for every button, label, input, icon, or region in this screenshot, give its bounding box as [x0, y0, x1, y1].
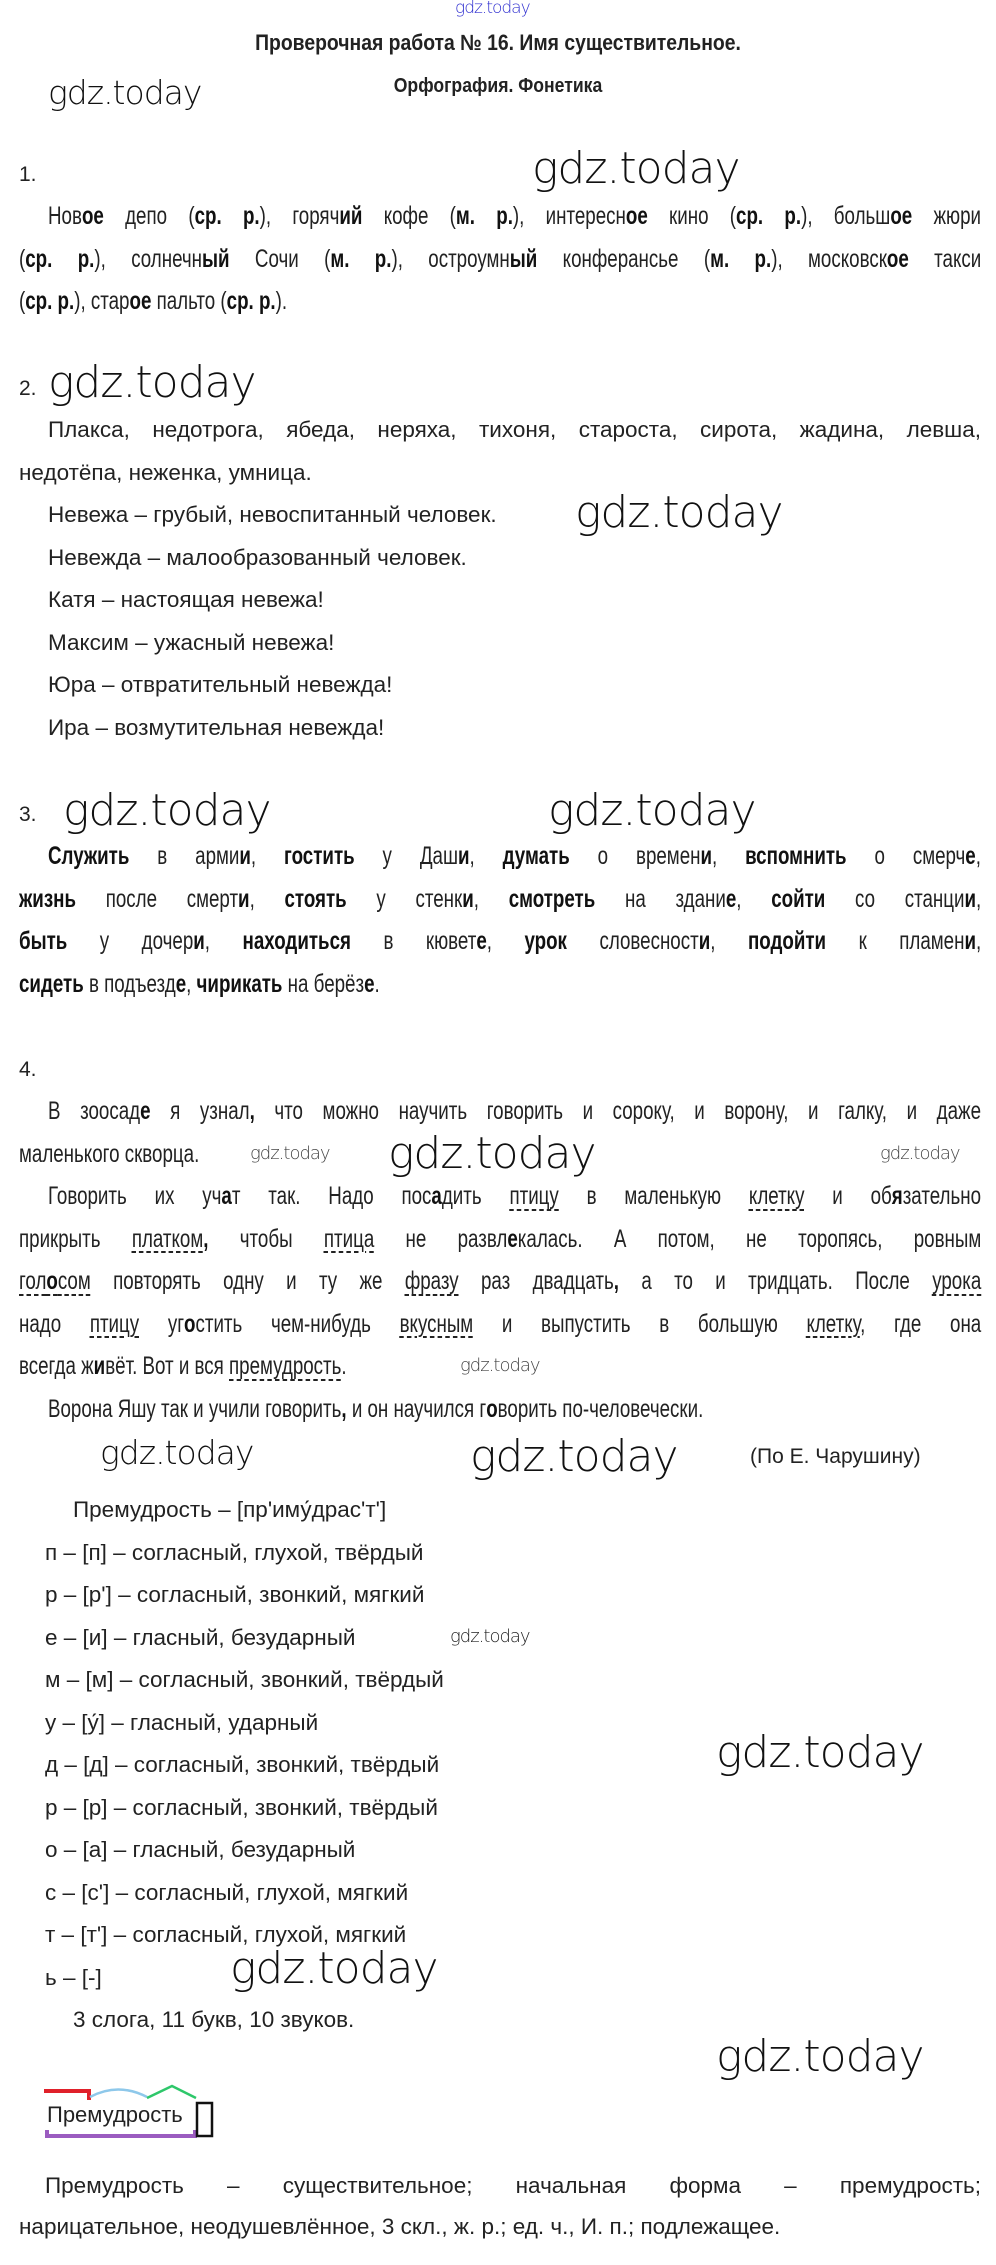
suffix-mark: [147, 2086, 196, 2098]
phonetic-item: с – [с'] – согласный, глухой, мягкий: [45, 1879, 409, 1905]
phonetic-item: т – [т'] – согласный, глухой, мягкий: [45, 1922, 407, 1947]
phonetic-item: д – [д] – согласный, звонкий, твёрдый: [45, 1752, 440, 1777]
watermark: gdz.today: [48, 357, 256, 408]
text-line: голосом повторять одну и ту же фразу раз двадцать, а то и тридцать. После урока: [19, 1267, 982, 1295]
text-line: всегда живёт. Вот и вся премудрость.: [19, 1352, 347, 1380]
watermark: gdz.today: [880, 1143, 960, 1164]
phonetic-item: р – [р] – согласный, звонкий, твёрдый: [45, 1794, 438, 1820]
text-line: Ира – возмутительная невежда!: [48, 714, 385, 740]
watermark: gdz.today: [450, 1626, 530, 1647]
text-line: Максим – ужасный невежа!: [48, 629, 335, 655]
text-line: Плакса, недотрога, ябеда, неряха, тихоня, староста, сирота, жадина, левша,: [48, 417, 981, 442]
phonetic-item: р – [р'] – согласный, звонкий, мягкий: [45, 1582, 425, 1607]
text-line: Невежда – малообразованный человек.: [48, 544, 467, 570]
author-credit: (По Е. Чарушину): [750, 1445, 921, 1468]
text-line: Невежа – грубый, невоспитанный человек.: [48, 502, 497, 527]
phonetic-item: ь – [-]: [45, 1964, 102, 1990]
text-line: недотёпа, неженка, умница.: [19, 459, 312, 485]
task-number-3: 3.: [19, 803, 37, 826]
watermark: gdz.today: [716, 2031, 924, 2082]
phonetic-item: м – [м] – согласный, звонкий, твёрдый: [45, 1667, 444, 1692]
watermark: gdz.today: [63, 785, 271, 836]
text-line: Новое депо (ср. р.), горячий кофе (м. р.), интересное кино (ср. р.), большое жюри: [48, 202, 981, 230]
watermark: gdz.today: [575, 487, 783, 538]
watermark: gdz.today: [230, 1943, 438, 1994]
phonetic-item: е – [и] – гласный, безударный: [45, 1624, 356, 1650]
watermark: gdz.today: [388, 1128, 596, 1179]
prefix-mark: [44, 2091, 89, 2100]
page-subtitle: Орфография. Фонетика: [393, 75, 603, 97]
task-number-2: 2.: [19, 377, 37, 400]
text-line: Ворона Яшу так и учили говорить, и он научился говорить по-человечески.: [48, 1394, 704, 1423]
watermark: gdz.today: [250, 1143, 330, 1164]
text-line: маленького скворца.: [19, 1139, 200, 1168]
watermark: gdz.today: [460, 1355, 540, 1376]
morpheme-word: Премудрость: [47, 2102, 183, 2127]
text-line: Служить в армии, гостить у Даши, думать о времени, вспомнить о смерче,: [48, 842, 981, 870]
watermark: gdz.today: [532, 143, 740, 194]
task-number-4: 4.: [19, 1058, 37, 1081]
ending-box: [197, 2103, 212, 2136]
watermark: gdz.today: [548, 785, 756, 836]
stem-underline: [47, 2130, 195, 2136]
text-line: В зоосаде я узнал, что можно научить говорить и сороку, и ворону, и галку, и даже: [48, 1097, 982, 1125]
phonetic-item: у – [у́] – гласный, ударный: [45, 1709, 319, 1735]
task-1-text: [19, 195, 981, 323]
task-number-1: 1.: [19, 163, 37, 186]
phonetic-item: п – [п] – согласный, глухой, твёрдый: [45, 1539, 424, 1565]
text-line: Катя – настоящая невежа!: [48, 587, 324, 612]
watermark: gdz.today: [716, 1727, 924, 1778]
text-line: быть у дочери, находиться в кювете, урок словесности, подойти к пламени,: [19, 927, 982, 955]
watermark: gdz.today: [470, 1431, 678, 1482]
phonetic-item: о – [а] – гласный, безударный: [45, 1837, 356, 1862]
text-line: (ср. р.), старое пальто (ср. р.).: [19, 287, 288, 315]
morpheme-analysis: [40, 2080, 240, 2150]
text-line: Юра – отвратительный невежда!: [48, 672, 393, 697]
task-2-text: [19, 409, 981, 749]
watermark-top: gdz.today: [455, 0, 530, 18]
phonetic-analysis: [45, 1489, 444, 2042]
text-line: надо птицу угостить чем-нибудь вкусным и выпустить в большую клетку, где она: [19, 1309, 982, 1338]
conclusion-line-1: Премудрость – существительное; начальная форма – премудрость;: [45, 2173, 981, 2198]
task-3-text: [19, 835, 981, 1005]
text-line: Говорить их учат так. Надо посадить птицу в маленькую клетку и обязательно: [48, 1182, 981, 1210]
text-line: жизнь после смерти, стоять у стенки, смотреть на здание, сойти со станции,: [19, 884, 982, 913]
watermark: gdz.today: [48, 73, 202, 112]
phonetic-summary: 3 слога, 11 букв, 10 звуков.: [73, 2007, 355, 2032]
text-line: сидеть в подъезде, чирикать на берёзе.: [19, 969, 380, 998]
phonetic-heading: Премудрость – [пр'иму́драс'т']: [73, 1497, 387, 1522]
watermark: gdz.today: [100, 1433, 254, 1472]
text-line: (ср. р.), солнечный Сочи (м. р.), остроумный конферансье (м. р.), московское такси: [19, 244, 982, 273]
conclusion-line-2: нарицательное, неодушевлённое, 3 скл., ж. р.; ед. ч., И. п.; подлежащее.: [19, 2214, 781, 2239]
task-4-text: [19, 1090, 981, 1430]
page-title: Проверочная работа № 16. Имя существительное.: [255, 30, 741, 55]
root-arc: [90, 2090, 147, 2098]
text-line: прикрыть платком, чтобы птица не развлекалась. А потом, не торопясь, ровным: [19, 1224, 982, 1253]
